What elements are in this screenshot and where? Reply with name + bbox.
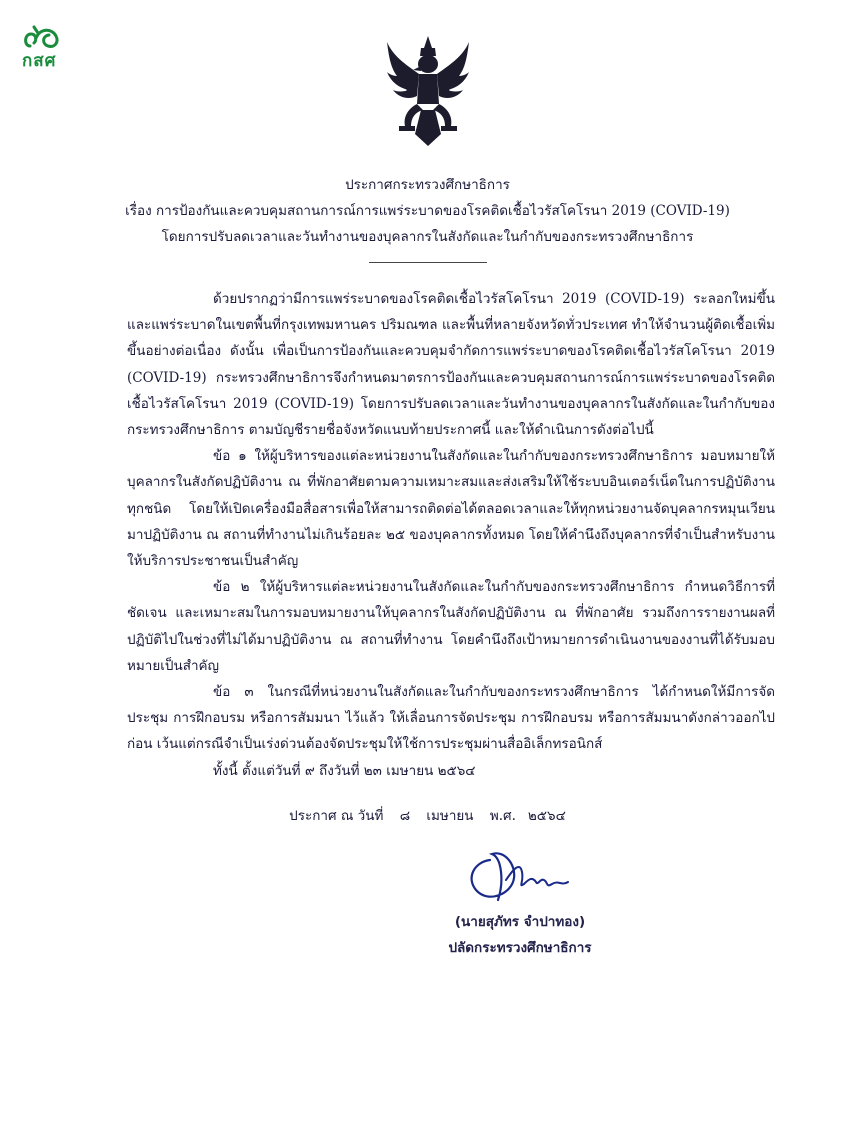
clause-3: ข้อ ๓ ในกรณีที่หน่วยงานในสังกัดและในกำกับของกระทรวงศึกษาธิการ ได้กำหนดให้มีการจัดประชุม การฝึกอบรม หรือการสัมมนา ไว้แล้ว ให้เลื่อนการจัดประชุม การฝึกอบรม หรือการสัมมนาดังกล่าวออกไปก่อน เว้นแต่กรณีจำเป็นเร่งด่วนต้องจัดประชุมให้ใช้การประชุมผ่านสื่ออิเล็กทรอนิกส์	[127, 684, 775, 753]
subject-line-2: โดยการปรับลดเวลาและวันทำงานของบุคลากรในสังกัดและในกำกับของกระทรวงศึกษาธิการ	[161, 229, 694, 245]
signer-title: ปลัดกระทรวงศึกษาธิการ	[448, 940, 592, 956]
clause-2: ข้อ ๒ ให้ผู้บริหารแต่ละหน่วยงานในสังกัดและในกำกับของกระทรวงศึกษาธิการ กำหนดวิธีการที่ชัดเจน และเหมาะสมในการมอบหมายงานให้บุคลากรในสังกัดปฏิบัติงาน ณ ที่พักอาศัย รวมถึงการรายงานผลที่ปฏิบัติไปในช่วงที่ไม่ได้มาปฏิบัติงาน ณ สถานที่ทำงาน โดยคำนึงถึงเป้าหมายการดำเนินงานของงานที่ได้รับมอบหมายเป็นสำคัญ	[127, 579, 775, 674]
header-divider	[369, 262, 487, 263]
garuda-emblem-icon	[383, 34, 473, 149]
org-logo	[22, 24, 82, 70]
clause-1: ข้อ ๑ ให้ผู้บริหารของแต่ละหน่วยงานในสังกัดและในกำกับของกระทรวงศึกษาธิการ มอบหมายให้บุคลากรในสังกัดปฏิบัติงาน ณ ที่พักอาศัยตามความเหมาะสมและส่งเสริมให้ใช้ระบบอินเตอร์เน็ตในการปฏิบัติงานทุกชนิด โดยให้เปิดเครื่องมือสื่อสารเพื่อให้สามารถติดต่อได้ตลอดเวลาและให้ทุกหน่วยงานจัดบุคลากรหมุนเวียนมาปฏิบัติงาน ณ สถานที่ทำงานไม่เกินร้อยละ ๒๕ ของบุคลากรทั้งหมด โดยให้คำนึงถึงบุคลากรที่จำเป็นสำหรับงานให้บริการประชาชนเป็นสำคัญ	[127, 448, 775, 570]
date-month: เมษายน	[426, 808, 474, 824]
announcement-header	[0, 172, 855, 263]
signer-name: (นายสุภัทร จำปาทอง)	[454, 914, 586, 930]
ksh-logo-icon	[22, 24, 62, 54]
body-paragraph: ด้วยปรากฏว่ามีการแพร่ระบาดของโรคติดเชื้อไวรัสโคโรนา 2019 (COVID-19) ระลอกใหม่ขึ้น และแพร่ระบาดในเขตพื้นที่กรุงเทพมหานคร ปริมณฑล และพื้นที่หลายจังหวัดทั่วประเทศ ทำให้จำนวนผู้ติดเชื้อเพิ่มขึ้นอย่างต่อเนื่อง ดังนั้น เพื่อเป็นการป้องกันและควบคุมจำกัดการแพร่ระบาดของโรคติดเชื้อไวรัสโคโรนา 2019 (COVID-19) กระทรวงศึกษาธิการจึงกำหนดมาตรการป้องกันและควบคุมสถานการณ์การแพร่ระบาดของโรคติดเชื้อไวรัสโคโรนา 2019 (COVID-19) โดยการปรับลดเวลาและวันทำงานของบุคลากรในสังกัดและในกำกับของกระทรวงศึกษาธิการ ตามบัญชีรายชื่อจังหวัดแนบท้ายประกาศนี้ และให้ดำเนินการดังต่อไปนี้	[127, 291, 775, 439]
announcement-body	[127, 286, 775, 784]
date-era: พ.ศ.	[489, 808, 516, 824]
logo-text: กสศ	[22, 51, 57, 71]
effective-period: ทั้งนี้ ตั้งแต่วันที่ ๙ ถึงวันที่ ๒๓ เมษายน ๒๕๖๔	[213, 762, 476, 779]
handwritten-signature-icon	[462, 842, 582, 912]
date-year: ๒๕๖๔	[527, 808, 566, 824]
announcer-title: ประกาศกระทรวงศึกษาธิการ	[345, 177, 510, 193]
date-day: ๘	[399, 808, 411, 824]
date-prefix: ประกาศ ณ วันที่	[289, 808, 384, 824]
issue-date	[0, 804, 855, 826]
subject-line-1: เรื่อง การป้องกันและควบคุมสถานการณ์การแพร่ระบาดของโรคติดเชื้อไวรัสโคโรนา 2019 (COVID-19)	[125, 203, 730, 219]
